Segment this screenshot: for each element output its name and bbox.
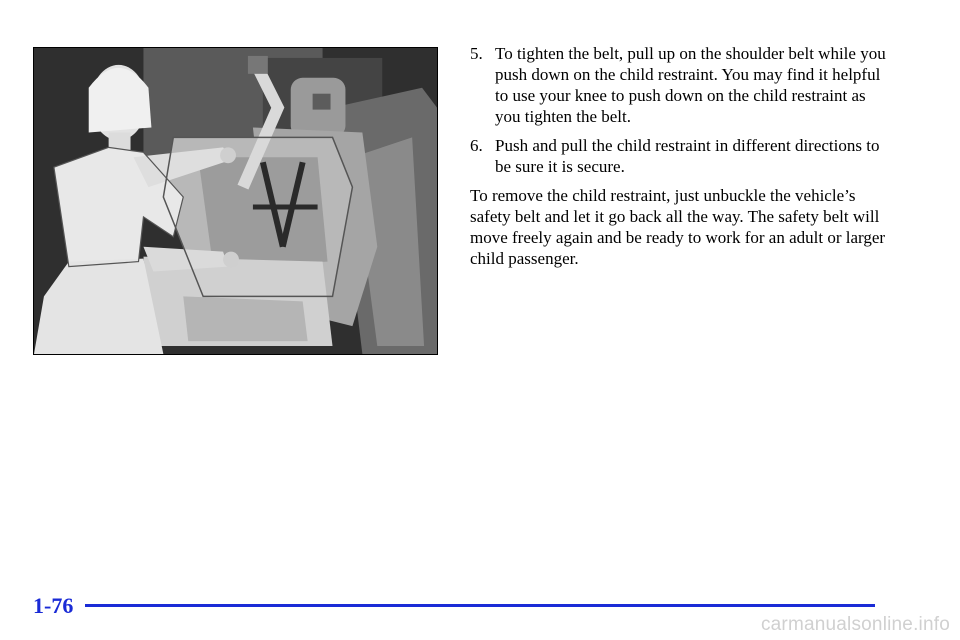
step-text: To tighten the belt, pull up on the shoulder belt while you push down on the child restraint. You may find it helpful to use your knee to push down on the child restraint as you tighten the belt. xyxy=(495,44,886,126)
step-6 xyxy=(470,135,890,177)
step-number: 5. xyxy=(470,44,483,63)
illustration-image xyxy=(34,48,437,354)
step-number: 6. xyxy=(470,136,483,155)
watermark: carmanualsonline.info xyxy=(760,614,950,635)
steps-list xyxy=(470,43,890,177)
footer-rule xyxy=(85,604,875,607)
removal-paragraph: To remove the child restraint, just unbuckle the vehicle’s safety belt and let it go back all the way. The safety belt will move freely again and be ready to work for an adult or larger child passenger. xyxy=(470,186,886,268)
page-number: 1-76 xyxy=(33,593,74,618)
step-text: Push and pull the child restraint in different directions to be sure it is secure. xyxy=(495,136,880,176)
child-restraint-illustration xyxy=(33,47,438,355)
step-5 xyxy=(470,43,890,127)
instructions-column xyxy=(470,43,890,269)
